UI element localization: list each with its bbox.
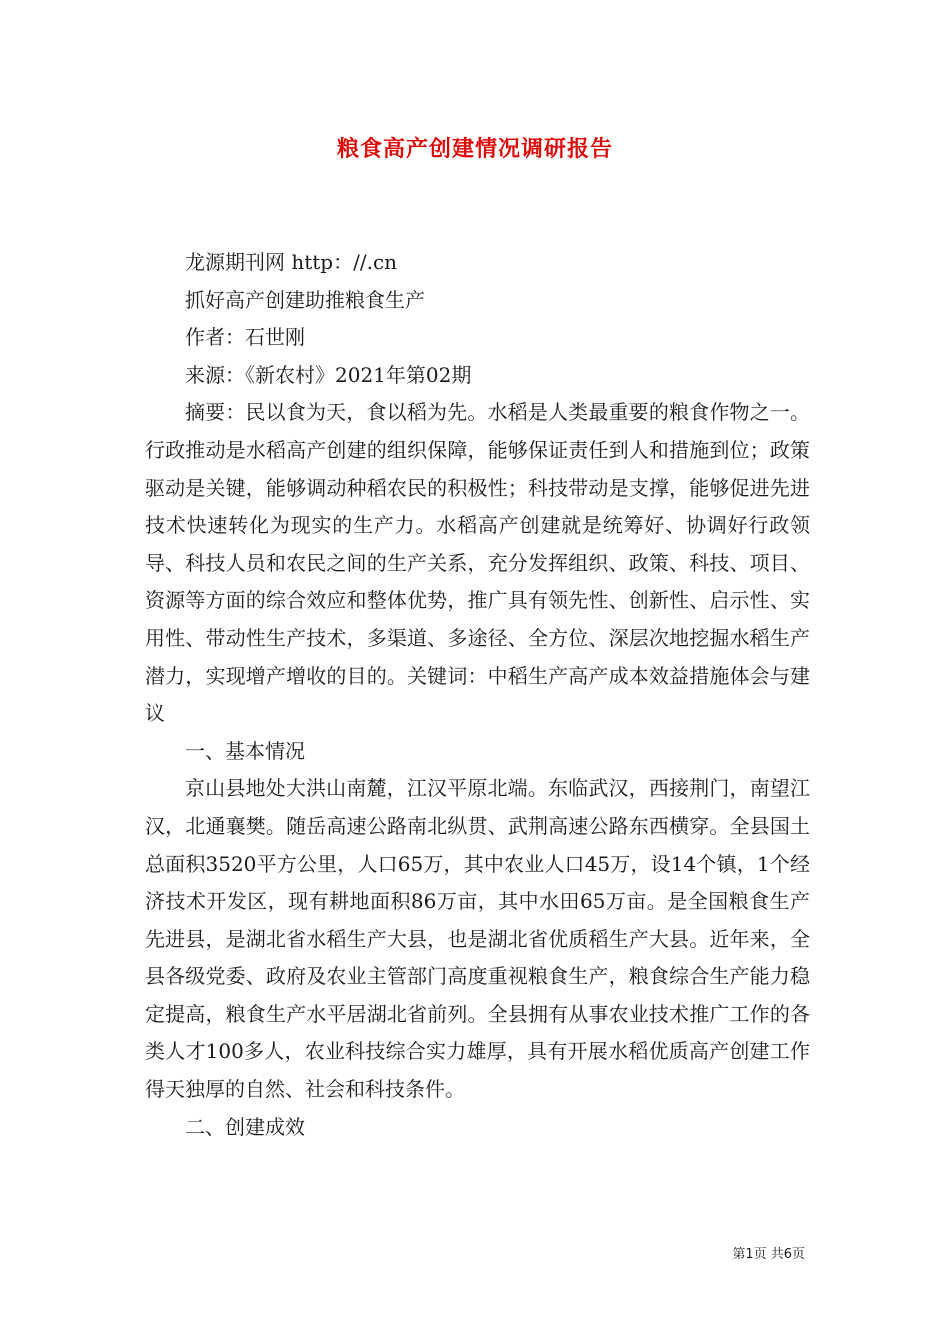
source-site-line: 龙源期刊网 http：//.cn (185, 250, 398, 274)
author-line: 作者：石世刚 (185, 325, 305, 350)
page-number-footer: 第1页 共6页 (732, 1247, 805, 1262)
document-body (145, 244, 810, 1146)
basic-info-paragraph: 京山县地处大洪山南麓，江汉平原北端。东临武汉，西接荆门，南望江汉，北通襄樊。随岳高速公路南北纵贯、武荆高速公路东西横穿。全县国土总面积3520平方公里，人口65万，其中农业人口45万，设14个镇，1个经济技术开发区，现有耕地面积86万亩，其中水田65万亩。是全国粮食生产先进县，是湖北省水稻生产大县，也是湖北省优质稻生产大县。近年来，全县各级党委、政府及农业主管部门高度重视粮食生产，粮食综合生产能力稳定提高，粮食生产水平居湖北省前列。全县拥有从事农业技术推广工作的各类人才100多人，农业科技综合实力雄厚，具有开展水稻优质高产创建工作得天独厚的自然、社会和科技条件。 (145, 776, 810, 1102)
source-line: 来源：《新农村》2021年第02期 (185, 362, 472, 387)
article-title-line: 抓好高产创建助推粮食生产 (185, 287, 425, 312)
section-heading-basic: 一、基本情况 (185, 738, 305, 763)
abstract-paragraph: 摘要：民以食为天，食以稻为先。水稻是人类最重要的粮食作物之一。行政推动是水稻高产创建的组织保障，能够保证责任到人和措施到位；政策驱动是关键，能够调动种稻农民的积极性；科技带动是支撑，能够促进先进技术快速转化为现实的生产力。水稻高产创建就是统筹好、协调好行政领导、科技人员和农民之间的生产关系，充分发挥组织、政策、科技、项目、资源等方面的综合效应和整体优势，推广具有领先性、创新性、启示性、实用性、带动性生产技术，多渠道、多途径、全方位、深层次地挖掘水稻生产潜力，实现增产增收的目的。关键词：中稻生产高产成本效益措施体会与建议 (145, 400, 810, 726)
section-heading-results: 二、创建成效 (185, 1114, 305, 1139)
document-title: 粮食高产创建情况调研报告 (336, 136, 613, 162)
